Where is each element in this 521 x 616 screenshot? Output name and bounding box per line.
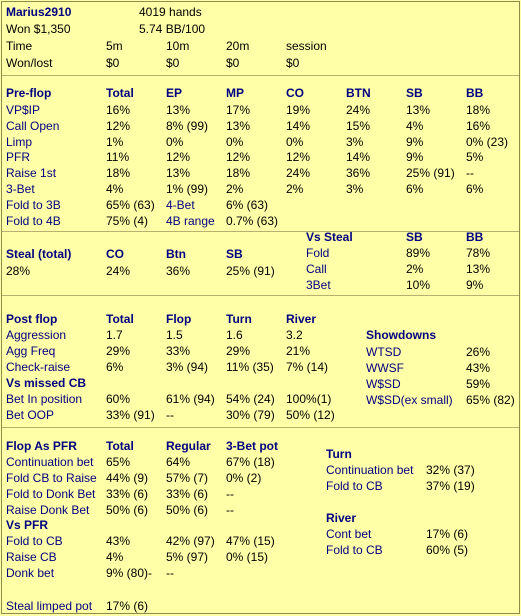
preflop-cell: 8% (99) (166, 118, 209, 133)
preflop-cell: 15% (346, 118, 371, 133)
preflop-cell: 18% (226, 166, 251, 181)
section-divider (2, 75, 519, 76)
wonlost-cell: $0 (226, 56, 240, 70)
preflop-cell: 6% (466, 182, 484, 196)
four-bet-range-value: 0.7% (63) (226, 214, 279, 228)
preflop-cell: 17% (226, 103, 251, 117)
vs-pfr-cell: Raise CB (6, 550, 57, 564)
steal-limped-value: 17% (6) (106, 599, 149, 613)
preflop-cell: 3% (346, 134, 364, 149)
postflop-cell: 11% (35) (226, 360, 274, 374)
preflop-cell: 9% (406, 150, 424, 165)
steal-cell: 36% (166, 264, 191, 278)
section-divider (2, 231, 519, 232)
postflop-header-cell: Turn (226, 312, 252, 326)
vs-steal-cell: 89% (406, 246, 431, 260)
vs-pfr-cell: 47% (15) (226, 534, 275, 548)
vs-pfr-cell: 9% (80)- (106, 566, 153, 580)
preflop-cell: 0% (286, 134, 304, 149)
vs-steal-header-cell: SB (406, 230, 423, 244)
flop-pfr-header-cell: Regular (166, 439, 211, 453)
preflop-header-cell: CO (286, 86, 304, 100)
vs-steal-cell: Fold (306, 246, 330, 260)
postflop-cell: 29% (226, 344, 251, 358)
flop-pfr-cell: Fold to Donk Bet (6, 487, 96, 501)
river-value: 60% (5) (426, 543, 469, 557)
vs-steal-cell: 2% (406, 262, 424, 276)
flop-pfr-cell: 64% (166, 455, 191, 469)
vs-pfr-cell: 43% (106, 534, 131, 548)
wonlost-cell: $0 (286, 56, 300, 70)
preflop-cell: 4% (406, 118, 424, 133)
missed-cb-cell: -- (166, 408, 174, 422)
missed-cb-cell: 33% (91) (106, 408, 155, 422)
flop-pfr-cell: -- (226, 487, 234, 501)
preflop-cell: 19% (286, 103, 311, 117)
player-name: Marius2910 (6, 5, 72, 19)
vs-pfr-cell: 5% (97) (166, 550, 209, 564)
fold-3b-label: Fold to 3B (6, 198, 61, 212)
preflop-cell: PFR (6, 150, 30, 165)
vs-steal-header-cell: BB (466, 230, 484, 244)
vs-pfr-cell: Donk bet (6, 566, 55, 580)
steal-cell: 24% (106, 264, 131, 278)
wonlost-cell: Won/lost (6, 56, 53, 70)
flop-pfr-cell: 0% (2) (226, 471, 262, 485)
showdowns-title: Showdowns (366, 328, 436, 342)
vs-pfr-cell: 42% (97) (166, 534, 215, 548)
time-cell: 20m (226, 39, 250, 53)
river-label: Cont bet (326, 527, 372, 541)
won-amount: Won $1,350 (6, 22, 71, 36)
postflop-cell: 29% (106, 344, 131, 358)
missed-cb-cell: Bet OOP (6, 408, 55, 422)
vs-steal-cell: 10% (406, 278, 431, 292)
showdown-value: 65% (82) (466, 393, 515, 407)
missed-cb-cell: 50% (12) (286, 408, 335, 422)
missed-cb-cell: 100%(1) (286, 392, 332, 406)
vs-pfr-cell: 4% (106, 550, 124, 564)
postflop-cell: 21% (286, 344, 311, 358)
flop-pfr-cell: Continuation bet (6, 455, 94, 469)
preflop-cell: 12% (286, 150, 311, 165)
preflop-cell: 25% (91) (406, 166, 455, 181)
postflop-cell: 7% (14) (286, 360, 329, 374)
flop-pfr-cell: Raise Donk Bet (6, 503, 90, 517)
vs-pfr-title: Vs PFR (6, 518, 49, 532)
preflop-cell: 18% (106, 166, 131, 181)
preflop-cell: 3-Bet (6, 182, 35, 196)
preflop-cell: 0% (166, 134, 184, 149)
showdown-value: 26% (466, 345, 491, 359)
four-bet-value: 6% (63) (226, 198, 269, 212)
steal-header-cell: Steal (total) (6, 247, 72, 261)
fold-3b-value: 65% (63) (106, 198, 155, 212)
vs-pfr-cell: 0% (15) (226, 550, 269, 564)
flop-pfr-cell: 44% (9) (106, 471, 149, 485)
postflop-header-cell: Total (106, 312, 134, 326)
flop-pfr-cell: 50% (6) (166, 503, 209, 517)
preflop-cell: 2% (286, 182, 304, 196)
preflop-cell: Limp (6, 134, 33, 149)
preflop-cell: 1% (99) (166, 182, 209, 196)
preflop-cell: 13% (226, 118, 251, 133)
preflop-cell: 12% (226, 150, 251, 165)
postflop-cell: Agg Freq (6, 344, 56, 358)
showdown-value: 59% (466, 377, 491, 391)
preflop-cell: 14% (286, 118, 311, 133)
missed-cb-cell: 61% (94) (166, 392, 215, 406)
postflop-cell: 33% (166, 344, 191, 358)
steal-cell: 28% (6, 264, 31, 278)
postflop-cell: 6% (106, 360, 124, 374)
river-label: Fold to CB (326, 543, 383, 557)
postflop-cell: 3.2 (286, 328, 303, 342)
flop-pfr-header-cell: Total (106, 439, 134, 453)
preflop-header-cell: EP (166, 86, 183, 100)
section-divider (2, 427, 519, 428)
postflop-header-cell: Post flop (6, 312, 58, 326)
flop-pfr-cell: 67% (18) (226, 455, 275, 469)
time-cell: Time (6, 39, 33, 53)
vs-steal-cell: 13% (466, 262, 491, 276)
preflop-cell: 13% (166, 166, 191, 181)
preflop-cell: -- (466, 166, 474, 181)
vs-steal-cell: 9% (466, 278, 484, 292)
turn-title: Turn (326, 447, 352, 461)
section-divider (2, 295, 519, 296)
postflop-cell: 1.6 (226, 328, 243, 342)
preflop-cell: 11% (106, 150, 130, 165)
postflop-cell: 1.5 (166, 328, 183, 342)
preflop-cell: 0% (23) (466, 134, 509, 149)
missed-cb-cell: 54% (24) (226, 392, 275, 406)
flop-pfr-cell: 57% (7) (166, 471, 209, 485)
four-bet-range-label: 4B range (166, 214, 215, 228)
showdown-label: WWSF (366, 361, 404, 375)
preflop-cell: 24% (286, 166, 311, 181)
postflop-header-cell: River (286, 312, 317, 326)
time-cell: session (286, 39, 327, 53)
preflop-cell: 3% (346, 182, 364, 196)
flop-pfr-cell: -- (226, 503, 234, 517)
fold-4b-label: Fold to 4B (6, 214, 61, 228)
preflop-cell: 4% (106, 182, 124, 196)
showdown-label: WTSD (366, 345, 402, 359)
showdown-label: W$SD(ex small) (366, 393, 453, 407)
preflop-cell: VP$IP (6, 103, 41, 117)
wonlost-cell: $0 (106, 56, 120, 70)
fold-4b-value: 75% (4) (106, 214, 149, 228)
missed-cb-cell: Bet In position (6, 392, 83, 406)
preflop-cell: 9% (406, 134, 424, 149)
vs-pfr-cell: Fold to CB (6, 534, 63, 548)
vs-steal-header-cell: Vs Steal (306, 230, 353, 244)
missed-cb-cell: 30% (79) (226, 408, 275, 422)
vs-missed-cb-title: Vs missed CB (6, 376, 87, 390)
steal-header-cell: SB (226, 247, 243, 261)
hands-count: 4019 hands (139, 5, 202, 19)
preflop-cell: 13% (406, 103, 431, 117)
preflop-cell: 16% (106, 103, 131, 117)
vs-steal-cell: Call (306, 262, 327, 276)
player-hud-panel (1, 1, 520, 614)
preflop-header-cell: SB (406, 86, 423, 100)
flop-pfr-cell: Fold CB to Raise (6, 471, 97, 485)
river-value: 17% (6) (426, 527, 469, 541)
time-cell: 5m (106, 39, 123, 53)
bb-per-100: 5.74 BB/100 (139, 22, 206, 36)
flop-pfr-header-cell: Flop As PFR (6, 439, 77, 453)
preflop-cell: 5% (466, 150, 484, 165)
showdown-label: W$SD (366, 377, 401, 391)
flop-pfr-cell: 33% (6) (106, 487, 149, 501)
turn-value: 32% (37) (426, 463, 475, 477)
vs-pfr-cell: -- (166, 566, 174, 580)
time-cell: 10m (166, 39, 190, 53)
postflop-cell: Check-raise (6, 360, 71, 374)
preflop-header-cell: BTN (346, 86, 371, 100)
preflop-cell: 12% (106, 118, 131, 133)
preflop-cell: 24% (346, 103, 371, 117)
flop-pfr-header-cell: 3-Bet pot (226, 439, 278, 453)
preflop-cell: 0% (226, 134, 244, 149)
preflop-cell: 12% (166, 150, 191, 165)
flop-pfr-cell: 65% (106, 455, 131, 469)
steal-limped-label: Steal limped pot (6, 599, 93, 613)
preflop-cell: 36% (346, 166, 371, 181)
missed-cb-cell: 60% (106, 392, 131, 406)
turn-label: Fold to CB (326, 479, 383, 493)
preflop-cell: Raise 1st (6, 166, 57, 181)
vs-steal-cell: 78% (466, 246, 491, 260)
flop-pfr-cell: 50% (6) (106, 503, 149, 517)
steal-header-cell: CO (106, 247, 124, 261)
preflop-cell: 16% (466, 118, 491, 133)
preflop-cell: 18% (466, 103, 491, 117)
turn-label: Continuation bet (326, 463, 414, 477)
steal-header-cell: Btn (166, 247, 186, 261)
wonlost-cell: $0 (166, 56, 180, 70)
flop-pfr-cell: 33% (6) (166, 487, 209, 501)
four-bet-label: 4-Bet (166, 198, 195, 212)
preflop-header-cell: Total (106, 86, 134, 100)
river-title: River (326, 511, 357, 525)
preflop-cell: 13% (166, 103, 191, 117)
preflop-header-cell: MP (226, 86, 244, 100)
turn-value: 37% (19) (426, 479, 475, 493)
postflop-cell: 1.7 (106, 328, 123, 342)
preflop-cell: 1% (106, 134, 124, 149)
preflop-header-cell: Pre-flop (6, 86, 52, 100)
steal-cell: 25% (91) (226, 264, 275, 278)
preflop-cell: 14% (346, 150, 371, 165)
vs-steal-cell: 3Bet (306, 278, 331, 292)
preflop-cell: 2% (226, 182, 244, 196)
postflop-header-cell: Flop (166, 312, 192, 326)
showdown-value: 43% (466, 361, 491, 375)
preflop-cell: Call Open (6, 118, 60, 133)
preflop-header-cell: BB (466, 86, 484, 100)
postflop-cell: Aggression (6, 328, 67, 342)
preflop-cell: 6% (406, 182, 424, 196)
postflop-cell: 3% (94) (166, 360, 209, 374)
